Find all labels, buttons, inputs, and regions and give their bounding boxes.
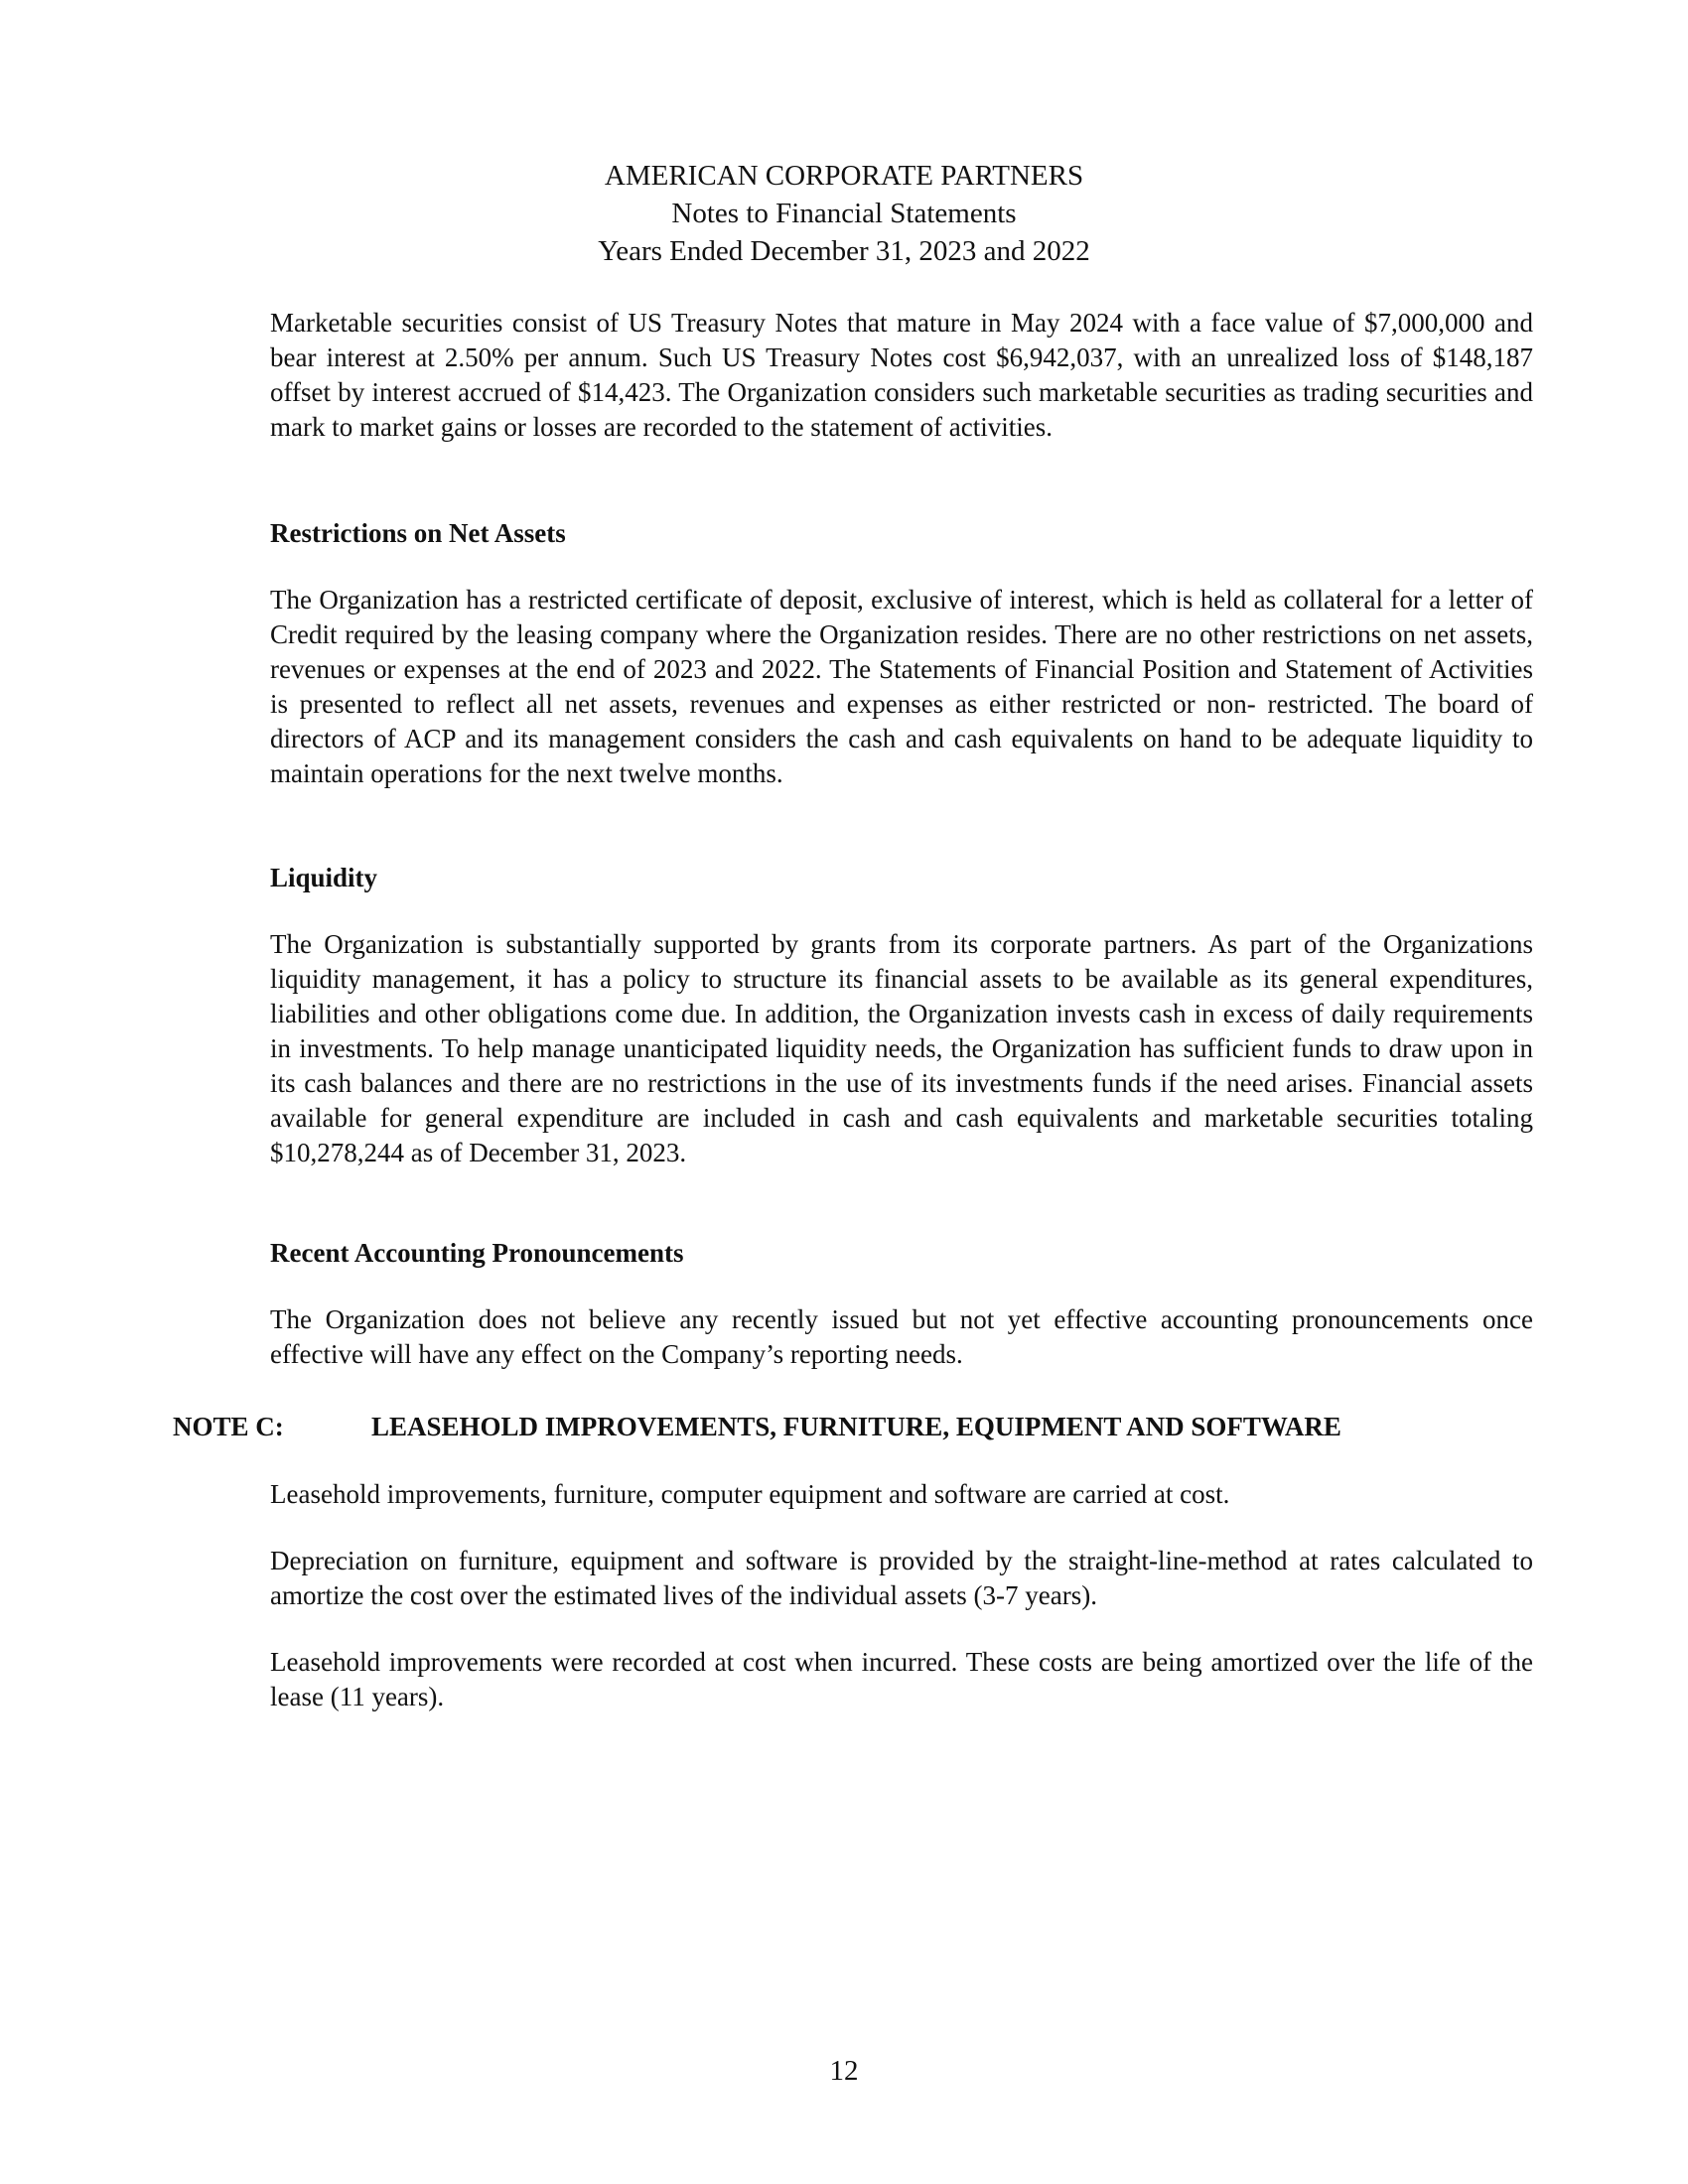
restrictions-heading: Restrictions on Net Assets xyxy=(270,518,566,548)
note-c-paragraph-cost: Leasehold improvements, furniture, computer equipment and software are carried at cost. xyxy=(270,1479,1230,1509)
liquidity-section xyxy=(270,861,1533,1170)
restrictions-section xyxy=(270,516,1533,791)
note-c-paragraph-depreciation: Depreciation on furniture, equipment and software is provided by the straight-line-method at rates calculated to amortize the cost over the estimated lives of the individual assets (3-7 years). xyxy=(270,1546,1533,1610)
note-c-label: NOTE C: xyxy=(173,1412,284,1441)
document-title: Notes to Financial Statements xyxy=(671,198,1017,229)
organization-name: AMERICAN CORPORATE PARTNERS xyxy=(604,160,1084,192)
note-c-title: LEASEHOLD IMPROVEMENTS, FURNITURE, EQUIPMENT AND SOFTWARE xyxy=(371,1412,1341,1441)
note-c-body xyxy=(270,1477,1533,1714)
document-header xyxy=(0,157,1688,270)
recent-pronouncements-section xyxy=(270,1236,1533,1372)
recent-pronouncements-heading: Recent Accounting Pronouncements xyxy=(270,1238,684,1268)
liquidity-paragraph: The Organization is substantially supported by grants from its corporate partners. As part of the Organizations liquidity management, it has a policy to structure its financial assets to be available as its general expenditures, liabilities and other obligations come due. In addition, the Organization invests cash in excess of daily requirements in investments. To help manage unanticipated liquidity needs, the Organization has sufficient funds to draw upon in its cash balances and there are no restrictions in the use of its investments funds if the need arises. Financial assets available for general expenditure are included in cash and cash equivalents and marketable securities totaling $10,278,244 as of December 31, 2023. xyxy=(270,929,1533,1167)
page-number: 12 xyxy=(829,2055,859,2087)
marketable-securities-section xyxy=(270,306,1533,445)
recent-pronouncements-paragraph: The Organization does not believe any recently issued but not yet effective accounting pronouncements once effective will have any effect on the Company’s reporting needs. xyxy=(270,1304,1533,1369)
marketable-securities-paragraph: Marketable securities consist of US Treasury Notes that mature in May 2024 with a face value of $7,000,000 and bear interest at 2.50% per annum. Such US Treasury Notes cost $6,942,037, with an unrealized loss of $148,187 offset by interest accrued of $14,423. The Organization considers such marketable securities as trading securities and mark to market gains or losses are recorded to the statement of activities. xyxy=(270,308,1533,442)
liquidity-heading: Liquidity xyxy=(270,863,378,892)
restrictions-paragraph: The Organization has a restricted certificate of deposit, exclusive of interest, which is held as collateral for a letter of Credit required by the leasing company where the Organization resides. There are no other restrictions on net assets, revenues or expenses at the end of 2023 and 2022. The Statements of Financial Position and Statement of Activities is presented to reflect all net assets, revenues and expenses as either restricted or non- restricted. The board of directors of ACP and its management considers the cash and cash equivalents on hand to be adequate liquidity to maintain operations for the next twelve months. xyxy=(270,585,1533,788)
reporting-period: Years Ended December 31, 2023 and 2022 xyxy=(598,235,1090,267)
note-c-paragraph-leasehold: Leasehold improvements were recorded at cost when incurred. These costs are being amortized over the life of the lease (11 years). xyxy=(270,1647,1533,1711)
